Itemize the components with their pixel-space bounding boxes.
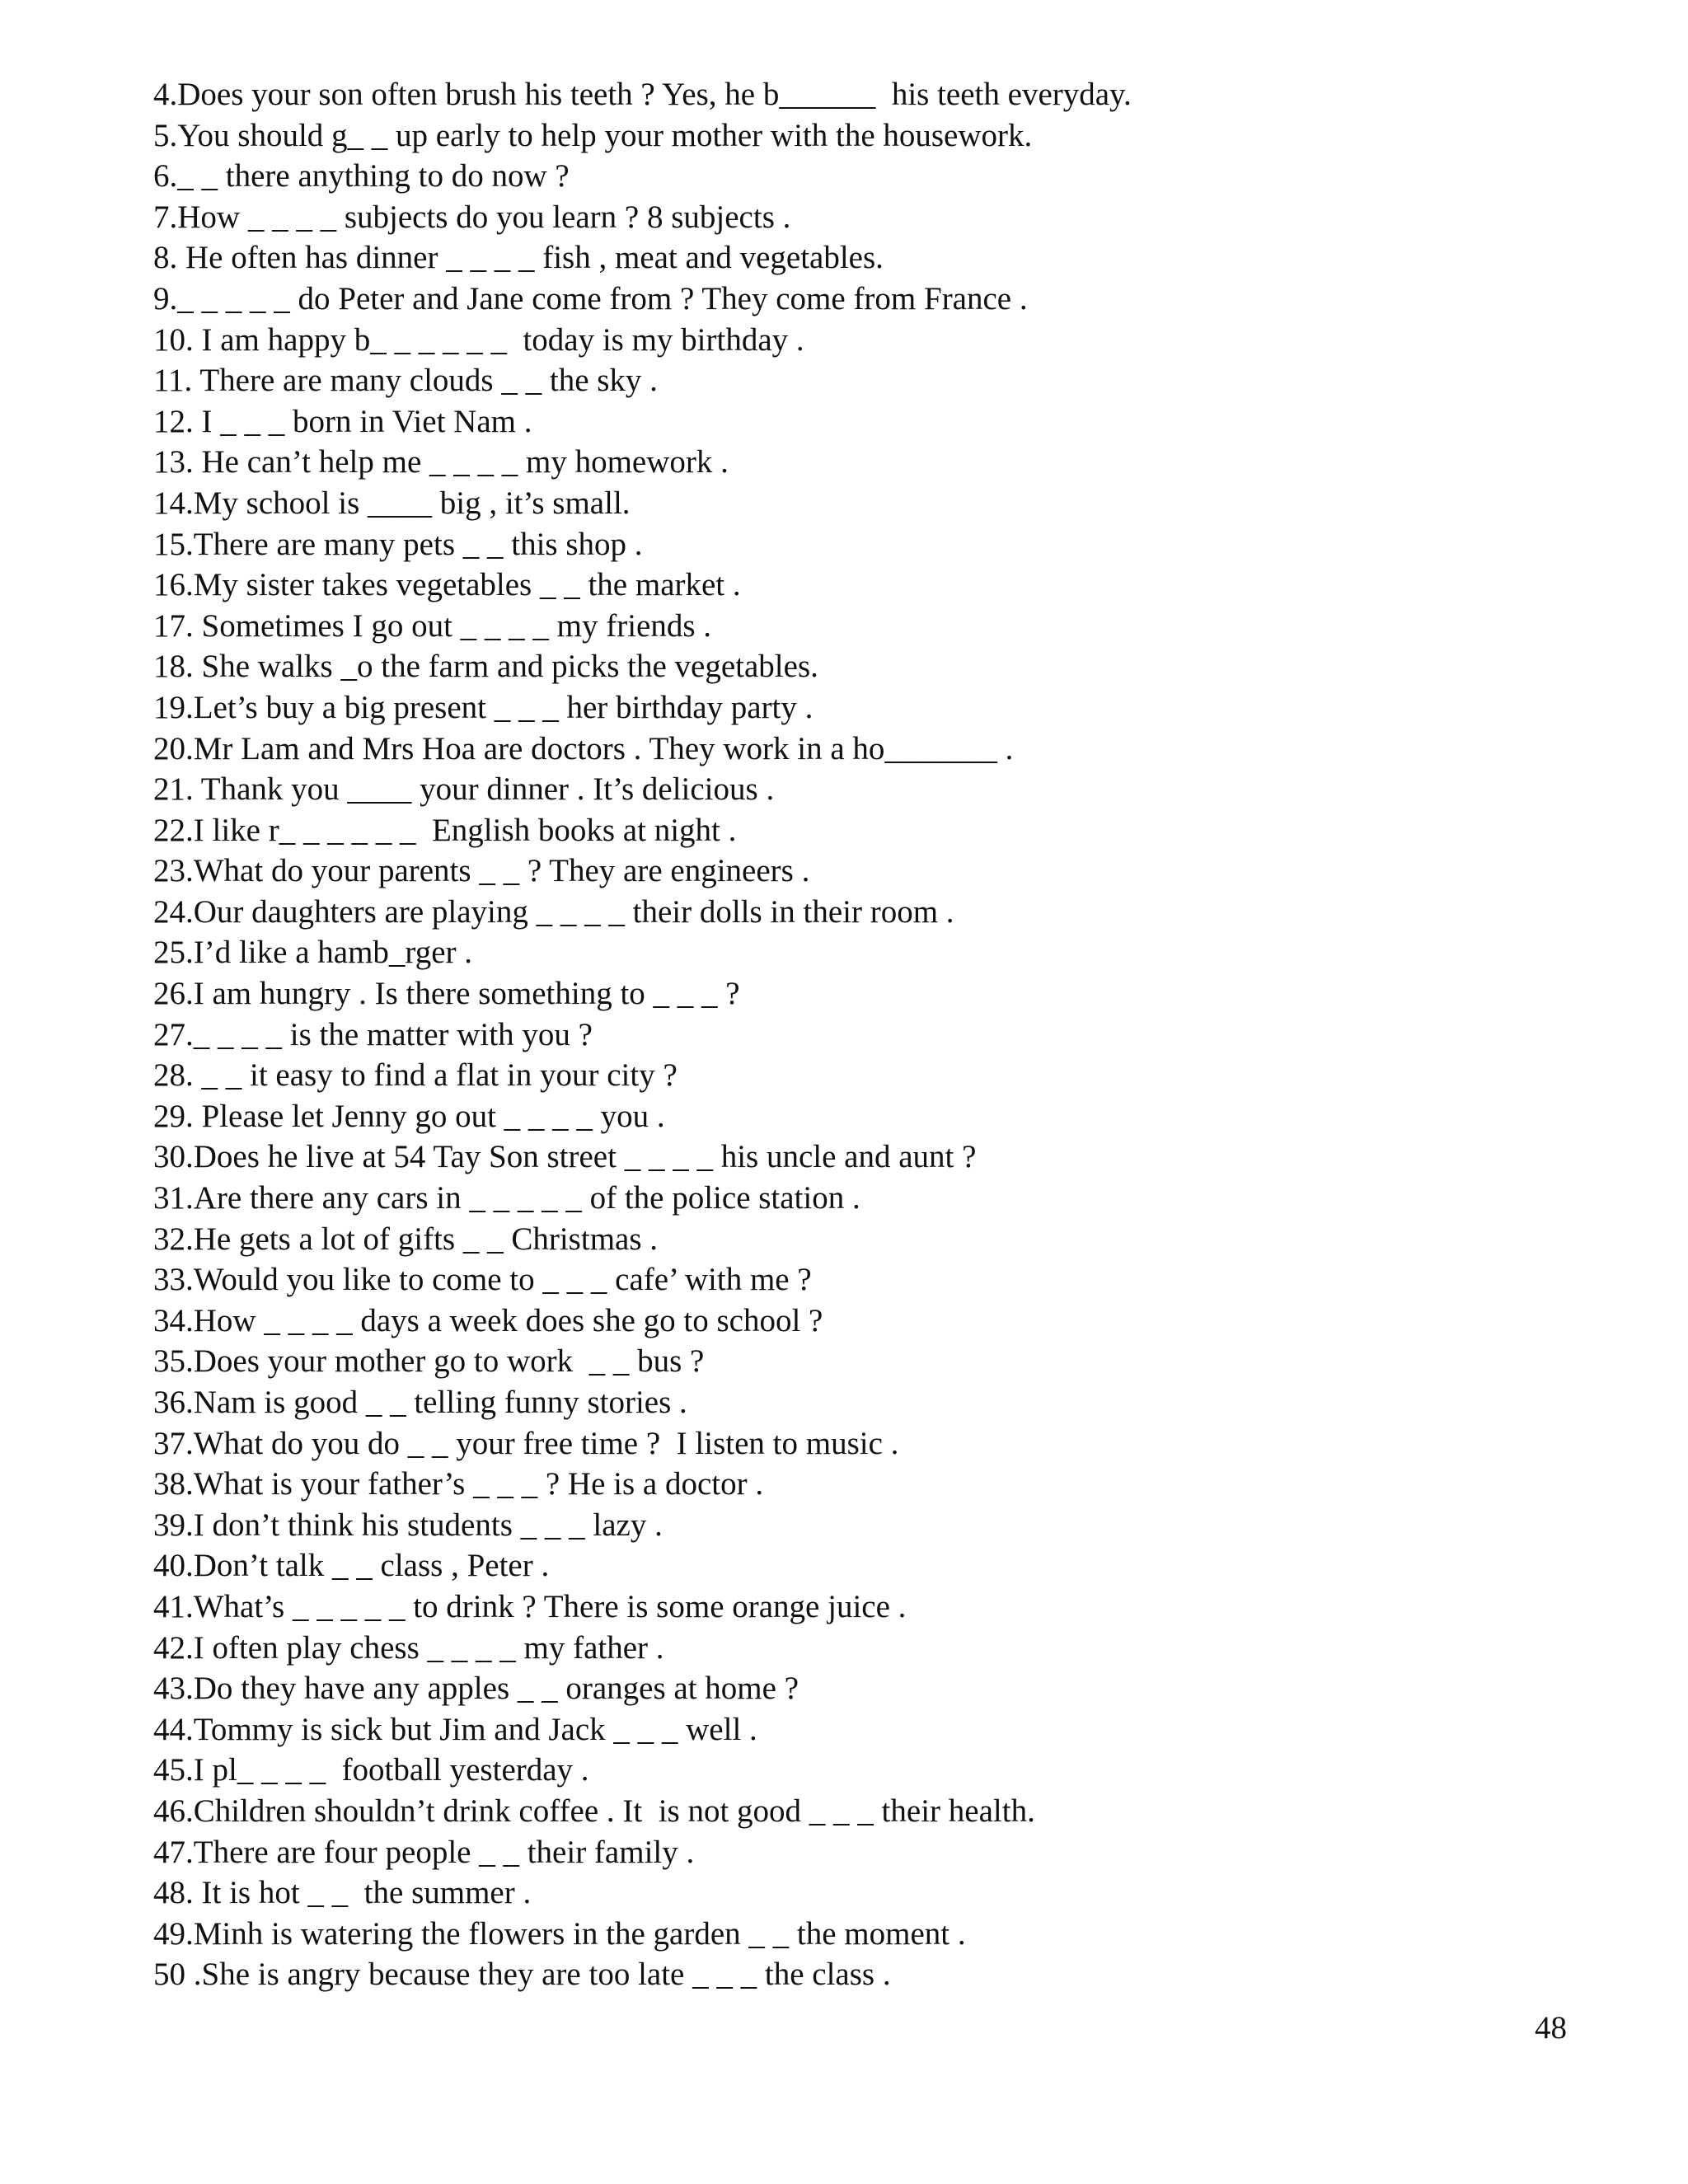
question-line: 40.Don’t talk _ _ class , Peter . [153, 1548, 550, 1584]
question-line: 41.What’s _ _ _ _ _ to drink ? There is some orange juice . [153, 1588, 907, 1624]
question-line: 35.Does your mother go to work _ _ bus ? [153, 1343, 705, 1380]
question-line: 47.There are four people _ _ their family . [153, 1834, 695, 1870]
question-line: 15.There are many pets _ _ this shop . [153, 526, 643, 562]
question-line: 30.Does he live at 54 Tay Son street _ _ _ _ his uncle and aunt ? [153, 1139, 977, 1175]
question-line: 49.Minh is watering the flowers in the garden _ _ the moment . [153, 1915, 966, 1952]
question-line: 28. _ _ it easy to find a flat in your city ? [153, 1057, 678, 1094]
question-line: 43.Do they have any apples _ _ oranges at home ? [153, 1671, 799, 1707]
question-line: 10. I am happy b_ _ _ _ _ _ today is my birthday . [153, 321, 804, 358]
question-line: 19.Let’s buy a big present _ _ _ her birthday party . [153, 689, 814, 725]
question-line: 37.What do you do _ _ your free time ? I listen to music . [153, 1425, 899, 1461]
page-number: 48 [1535, 2010, 1567, 2046]
question-line: 45.I pl_ _ _ _ football yesterday . [153, 1752, 589, 1788]
question-line: 16.My sister takes vegetables _ _ the market . [153, 567, 741, 603]
question-line: 21. Thank you ____ your dinner . It’s delicious . [153, 771, 775, 808]
question-line: 11. There are many clouds _ _ the sky . [153, 363, 658, 399]
question-line: 32.He gets a lot of gifts _ _ Christmas . [153, 1221, 659, 1257]
question-line: 9._ _ _ _ _ do Peter and Jane come from ? They come from France . [153, 280, 1028, 316]
question-line: 42.I often play chess _ _ _ _ my father . [153, 1629, 664, 1666]
question-line: 7.How _ _ _ _ subjects do you learn ? 8 subjects . [153, 199, 791, 235]
question-line: 39.I don’t think his students _ _ _ lazy . [153, 1507, 663, 1543]
question-line: 33.Would you like to come to _ _ _ cafe’ with me ? [153, 1262, 812, 1298]
question-line: 8. He often has dinner _ _ _ _ fish , meat and vegetables. [153, 240, 884, 276]
question-line: 18. She walks _o the farm and picks the vegetables. [153, 649, 818, 685]
question-line: 38.What is your father’s _ _ _ ? He is a doctor . [153, 1466, 764, 1502]
question-line: 24.Our daughters are playing _ _ _ _ their dolls in their room . [153, 893, 954, 930]
question-line: 27._ _ _ _ is the matter with you ? [153, 1016, 593, 1052]
question-line: 34.How _ _ _ _ days a week does she go to school ? [153, 1302, 823, 1338]
question-line: 20.Mr Lam and Mrs Hoa are doctors . They work in a ho_______ . [153, 730, 1014, 766]
question-line: 46.Children shouldn’t drink coffee . It is not good _ _ _ their health. [153, 1793, 1035, 1829]
question-line: 31.Are there any cars in _ _ _ _ _ of the police station . [153, 1180, 860, 1216]
question-line: 29. Please let Jenny go out _ _ _ _ you . [153, 1098, 665, 1134]
question-line: 36.Nam is good _ _ telling funny stories . [153, 1385, 687, 1420]
question-line: 22.I like r_ _ _ _ _ _ English books at night . [153, 812, 737, 848]
question-line: 25.I’d like a hamb_rger . [153, 935, 472, 971]
question-line: 44.Tommy is sick but Jim and Jack _ _ _ well . [153, 1711, 757, 1747]
question-line: 14.My school is ____ big , it’s small. [153, 485, 631, 521]
question-line: 6._ _ there anything to do now ? [153, 158, 570, 194]
question-line: 50 .She is angry because they are too late _ _ _ the class . [153, 1957, 891, 1993]
question-line: 4.Does your son often brush his teeth ? Yes, he b______ his teeth everyday. [153, 77, 1132, 112]
question-line: 13. He can’t help me _ _ _ _ my homework . [153, 444, 729, 480]
question-line: 5.You should g_ _ up early to help your mother with the housework. [153, 117, 1033, 153]
question-line: 26.I am hungry . Is there something to _ _ _ ? [153, 976, 740, 1012]
question-line: 23.What do your parents _ _ ? They are engineers . [153, 853, 810, 889]
question-list [153, 74, 1637, 1995]
question-line: 17. Sometimes I go out _ _ _ _ my friends . [153, 607, 712, 644]
question-line: 12. I _ _ _ born in Viet Nam . [153, 403, 532, 439]
question-line: 48. It is hot _ _ the summer . [153, 1875, 532, 1911]
